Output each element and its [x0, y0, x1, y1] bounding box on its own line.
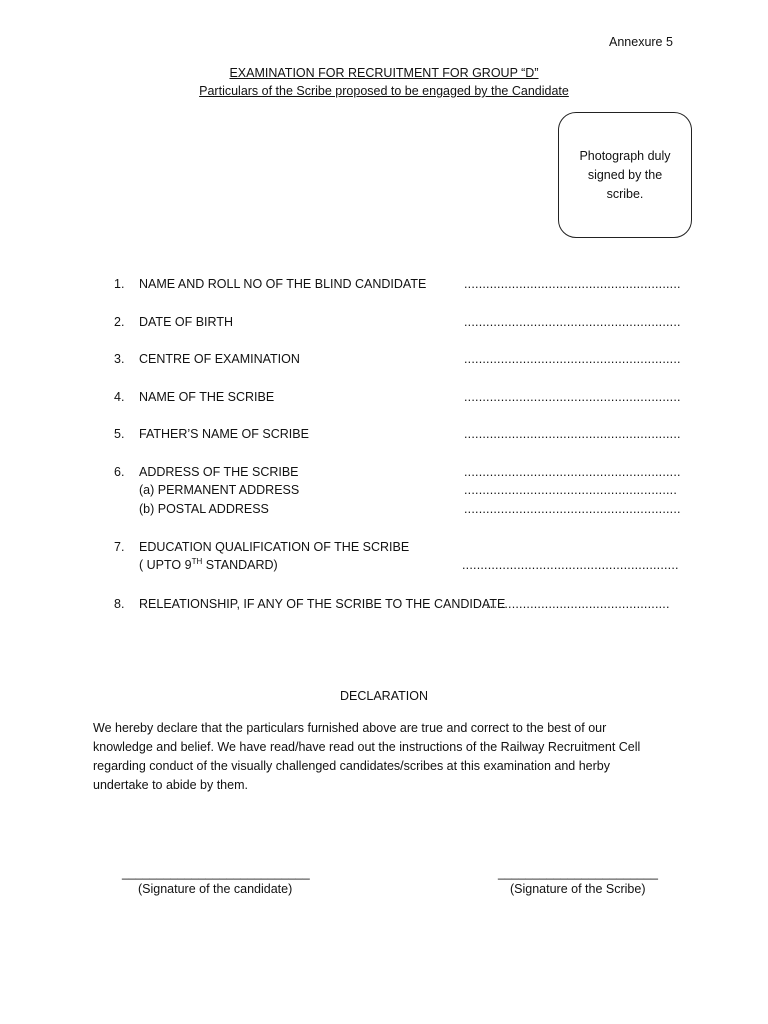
item-3-number: 3. — [114, 352, 125, 366]
item-7-label-line2: ( UPTO 9TH STANDARD) — [139, 556, 278, 572]
item-8-label: RELEATIONSHIP, IF ANY OF THE SCRIBE TO THE CANDIDATE — [139, 597, 506, 611]
item-3-label: CENTRE OF EXAMINATION — [139, 352, 300, 366]
item-2-number: 2. — [114, 315, 125, 329]
item-3-field[interactable]: ........................................................... — [464, 352, 681, 366]
declaration-line-1: We hereby declare that the particulars furnished above are true and correct to the best of our — [93, 721, 607, 735]
item-1-label: NAME AND ROLL NO OF THE BLIND CANDIDATE — [139, 277, 427, 291]
declaration-heading: DECLARATION — [340, 689, 428, 703]
item-6a-field[interactable]: .......................................................... — [464, 483, 678, 497]
item-6b-field[interactable]: ........................................................... — [464, 502, 681, 516]
item-7-field[interactable]: ........................................................... — [462, 558, 679, 572]
item-6b-label: (b) POSTAL ADDRESS — [139, 502, 269, 516]
item-5-field[interactable]: ........................................................... — [464, 427, 681, 441]
photo-line-1: Photograph duly — [579, 148, 671, 163]
photo-line-3: scribe. — [606, 186, 644, 201]
declaration-text — [93, 719, 693, 795]
photograph-box — [558, 112, 692, 238]
item-4-number: 4. — [114, 390, 125, 404]
item-6-number: 6. — [114, 465, 125, 479]
item-8-number: 8. — [114, 597, 125, 611]
page-subtitle: Particulars of the Scribe proposed to be engaged by the Candidate — [199, 84, 569, 98]
annexure-label: Annexure 5 — [609, 35, 673, 49]
item-2-label: DATE OF BIRTH — [139, 315, 233, 329]
declaration-line-3: regarding conduct of the visually challenged candidates/scribes at this examination and herby — [93, 759, 610, 773]
item-1-number: 1. — [114, 277, 125, 291]
item-4-label: NAME OF THE SCRIBE — [139, 390, 275, 404]
item-6a-label: (a) PERMANENT ADDRESS — [139, 483, 300, 497]
item-7-number: 7. — [114, 540, 125, 554]
item-4-field[interactable]: ........................................................... — [464, 390, 681, 404]
item-6-field[interactable]: ........................................................... — [464, 465, 681, 479]
item-8-field[interactable]: .................................................. — [486, 597, 670, 611]
candidate-signature-line[interactable]: ___________________________ — [122, 866, 310, 880]
item-2-field[interactable]: ........................................................... — [464, 315, 681, 329]
page-title: EXAMINATION FOR RECRUITMENT FOR GROUP “D” — [229, 66, 539, 80]
item-5-label: FATHER’S NAME OF SCRIBE — [139, 427, 309, 441]
photo-line-2: signed by the — [587, 167, 663, 182]
declaration-line-4: undertake to abide by them. — [93, 778, 248, 792]
item-1-field[interactable]: ........................................................... — [464, 277, 681, 291]
scribe-signature-label: (Signature of the Scribe) — [510, 882, 646, 896]
item-5-number: 5. — [114, 427, 125, 441]
item-7-label: EDUCATION QUALIFICATION OF THE SCRIBE — [139, 540, 410, 554]
scribe-signature-line[interactable]: _______________________ — [498, 866, 658, 880]
item-6-label: ADDRESS OF THE SCRIBE — [139, 465, 299, 479]
declaration-line-2: knowledge and belief. We have read/have read out the instructions of the Railway Recruitment Cell — [93, 740, 641, 754]
candidate-signature-label: (Signature of the candidate) — [138, 882, 293, 896]
